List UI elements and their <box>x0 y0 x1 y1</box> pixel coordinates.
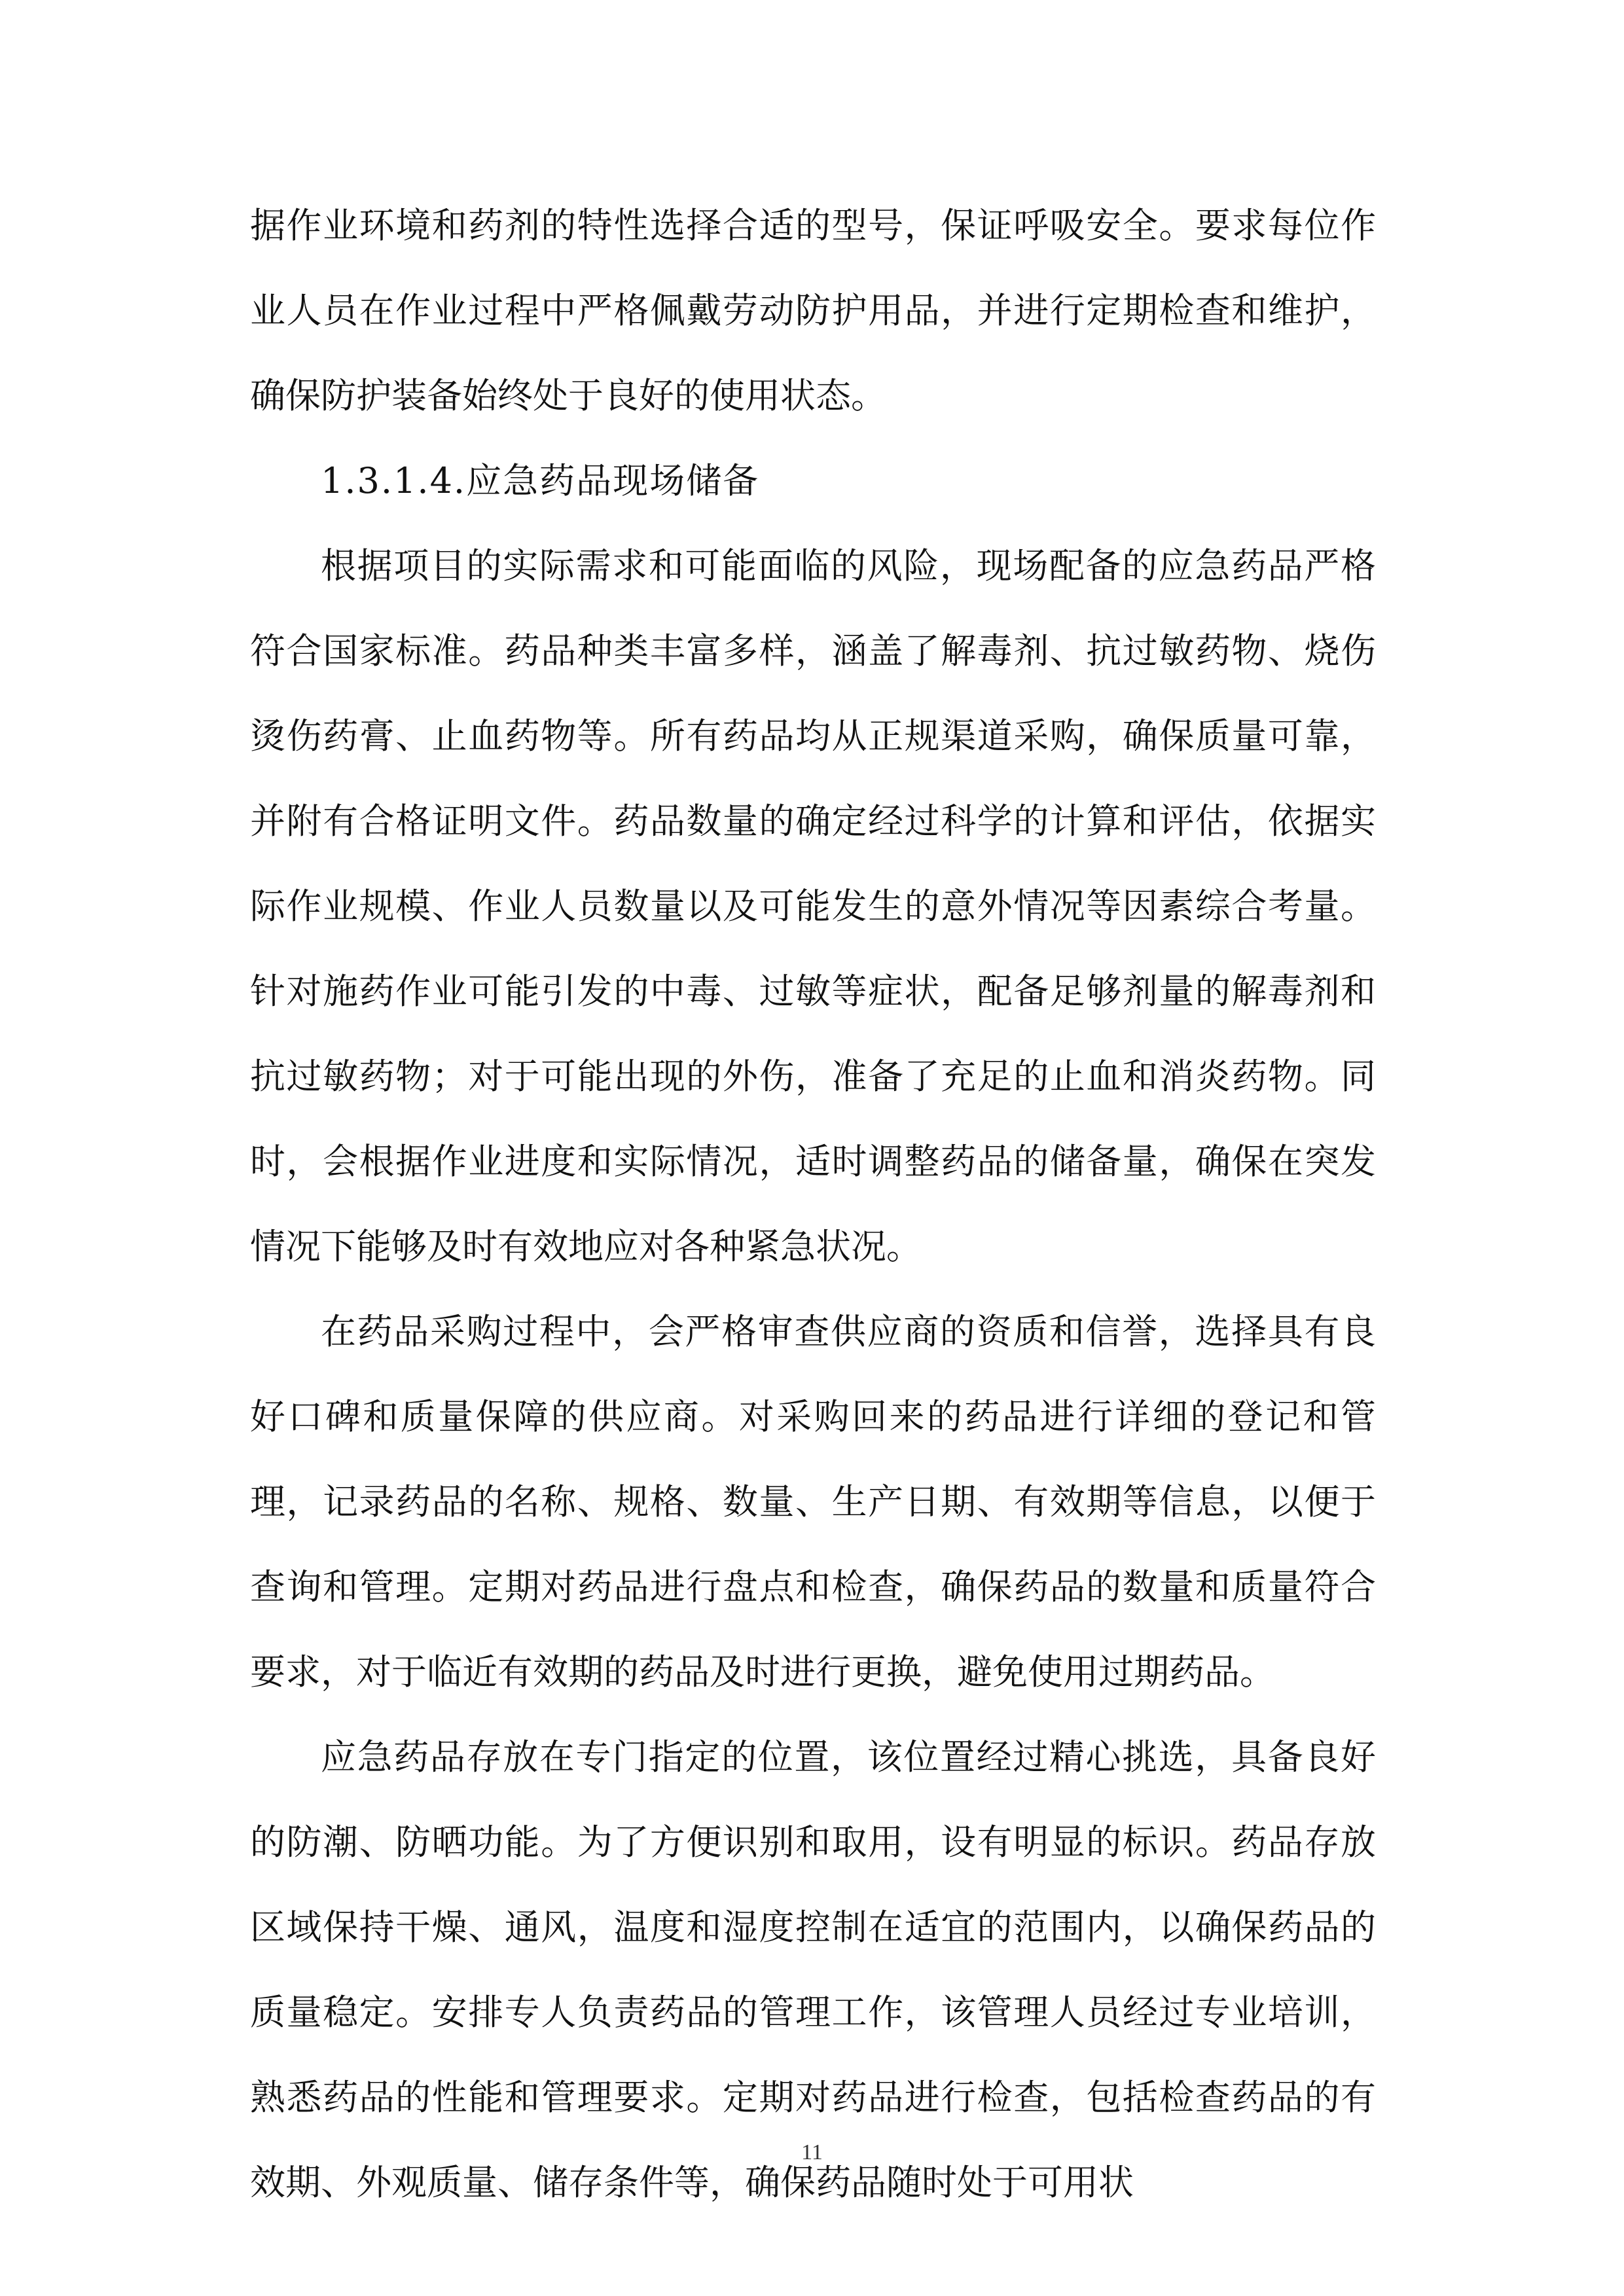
section-heading: 1.3.1.4.应急药品现场储备 <box>321 460 760 501</box>
paragraph-storage: 应急药品存放在专门指定的位置，该位置经过精心挑选，具备良好的防潮、防晒功能。为了方便识别和取用，设有明显的标识。药品存放区域保持干燥、通风，温度和湿度控制在适宜的范围内，以确保药品的质量稳定。安排专人负责药品的管理工作，该管理人员经过专业培训，熟悉药品的性能和管理要求。定期对药品进行检查，包括检查药品的有效期、外观质量、储存条件等，确保药品随时处于可用状 <box>250 1736 1376 2203</box>
page-number: 11 <box>801 2140 823 2164</box>
paragraph-procurement: 在药品采购过程中，会严格审查供应商的资质和信誉，选择具有良好口碑和质量保障的供应商。对采购回来的药品进行详细的登记和管理，记录药品的名称、规格、数量、生产日期、有效期等信息，以便于查询和管理。定期对药品进行盘点和检查，确保药品的数量和质量符合要求，对于临近有效期的药品及时进行更换，避免使用过期药品。 <box>250 1311 1376 1693</box>
paragraph-continued: 据作业环境和药剂的特性选择合适的型号，保证呼吸安全。要求每位作业人员在作业过程中严格佩戴劳动防护用品，并进行定期检查和维护，确保防护装备始终处于良好的使用状态。 <box>250 205 1376 416</box>
document-body <box>250 183 1376 2225</box>
paragraph-medicine-standards: 根据项目的实际需求和可能面临的风险，现场配备的应急药品严格符合国家标准。药品种类丰富多样，涵盖了解毒剂、抗过敏药物、烧伤烫伤药膏、止血药物等。所有药品均从正规渠道采购，确保质量可靠，并附有合格证明文件。药品数量的确定经过科学的计算和评估，依据实际作业规模、作业人员数量以及可能发生的意外情况等因素综合考量。针对施药作业可能引发的中毒、过敏等症状，配备足够剂量的解毒剂和抗过敏药物；对于可能出现的外伤，准备了充足的止血和消炎药物。同时，会根据作业进度和实际情况，适时调整药品的储备量，确保在突发情况下能够及时有效地应对各种紧急状况。 <box>250 545 1376 1267</box>
